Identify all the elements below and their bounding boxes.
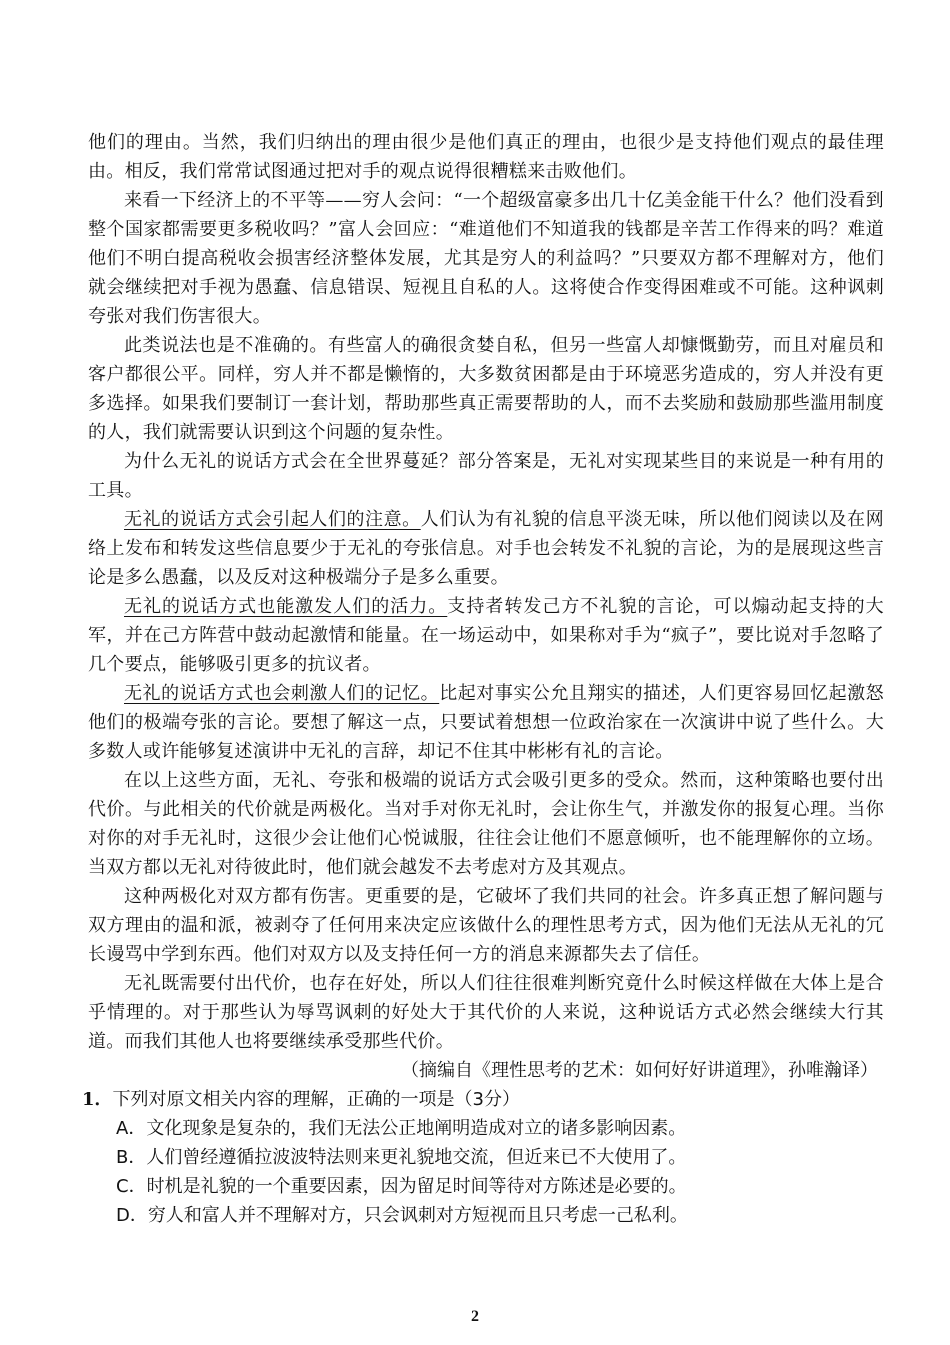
question-stem — [82, 1085, 884, 1114]
question-text: 下列对原文相关内容的理解，正确的一项是（3分） — [112, 1089, 520, 1110]
option-a: A．文化现象是复杂的，我们无法公正地阐明造成对立的诸多影响因素。 — [116, 1118, 687, 1139]
paragraph-7 — [88, 679, 884, 766]
question-number: 1． — [82, 1089, 113, 1110]
paragraph-5 — [88, 505, 884, 592]
option-d: D．穷人和富人并不理解对方，只会讽刺对方短视而且只考虑一己私利。 — [116, 1205, 688, 1226]
paragraph-2: 来看一下经济上的不平等——穷人会问：“一个超级富豪多出几十亿美金能干什么？他们没看到整个国家都需要更多税收吗？”富人会回应：“难道他们不知道我的钱都是辛苦工作得来的吗？难道他们不明白提高税收会损害经济整体发展，尤其是穷人的利益吗？”只要双方都不理解对方，他们就会继续把对手视为愚蠢、信息错误、短视且自私的人。这将使合作变得困难或不可能。这种讽刺夸张对我们伤害很大。 — [88, 190, 884, 327]
underlined-claim-attention: 无礼的说话方式会引起人们的注意。 — [124, 509, 421, 530]
page-number: 2 — [471, 1308, 479, 1325]
source-citation: （摘编自《理性思考的艺术：如何好好讲道理》，孙唯瀚译） — [401, 1060, 878, 1081]
paragraph-8: 在以上这些方面，无礼、夸张和极端的说话方式会吸引更多的受众。然而，这种策略也要付出代价。与此相关的代价就是两极化。当对手对你无礼时，会让你生气，并激发你的报复心理。当你对你的对手无礼时，这很少会让他们心悦诚服，往往会让他们不愿意倾听，也不能理解你的立场。当双方都以无礼对待彼此时，他们就会越发不去考虑对方及其观点。 — [88, 770, 884, 878]
underlined-claim-memory: 无礼的说话方式也会刺激人们的记忆。 — [124, 683, 440, 704]
option-c: C．时机是礼貌的一个重要因素，因为留足时间等待对方陈述是必要的。 — [116, 1176, 687, 1197]
underlined-claim-energy: 无礼的说话方式也能激发人们的活力。 — [124, 596, 448, 617]
paragraph-4: 为什么无礼的说话方式会在全世界蔓延？部分答案是，无礼对实现某些目的来说是一种有用的工具。 — [88, 451, 884, 501]
paragraph-5-text: 人们认为有礼貌的信息平淡无味，所以他们阅读以及在网络上发布和转发这些信息要少于无礼的夸张信息。对手也会转发不礼貌的言论，为的是展现这些言论是多么愚蠢，以及反对这种极端分子是多么重要。 — [88, 509, 884, 588]
paragraph-10: 无礼既需要付出代价，也存在好处，所以人们往往很难判断究竟什么时候这样做在大体上是合乎情理的。对于那些认为辱骂讽刺的好处大于其代价的人来说，这种说话方式必然会继续大行其道。而我们其他人也将要继续承受那些代价。 — [88, 973, 884, 1052]
paragraph-6 — [88, 592, 884, 679]
paragraph-6-text: 支持者转发己方不礼貌的言论，可以煽动起支持的大军，并在己方阵营中鼓动起激情和能量。在一场运动中，如果称对手为“疯子”，要比说对手忽略了几个要点，能够吸引更多的抗议者。 — [88, 596, 884, 675]
paragraph-7-text: 比起对事实公允且翔实的描述，人们更容易回忆起激怒他们的极端夸张的言论。要想了解这一点，只要试着想想一位政治家在一次演讲中说了些什么。大多数人或许能够复述演讲中无礼的言辞，却记不住其中彬彬有礼的言论。 — [88, 683, 884, 762]
option-b: B．人们曾经遵循拉波波特法则来更礼貌地交流，但近来已不大使用了。 — [116, 1147, 687, 1168]
document-body — [82, 128, 884, 1230]
paragraph-3: 此类说法也是不准确的。有些富人的确很贪婪自私，但另一些富人却慷慨勤劳，而且对雇员和客户都很公平。同样，穷人并不都是懒惰的，大多数贫困都是由于环境恶劣造成的，穷人并没有更多选择。如果我们要制订一套计划，帮助那些真正需要帮助的人，而不去奖励和鼓励那些滥用制度的人，我们就需要认识到这个问题的复杂性。 — [88, 335, 884, 443]
paragraph-9: 这种两极化对双方都有伤害。更重要的是，它破坏了我们共同的社会。许多真正想了解问题与双方理由的温和派，被剥夺了任何用来决定应该做什么的理性思考方式，因为他们无法从无礼的冗长谩骂中学到东西。他们对双方以及支持任何一方的消息来源都失去了信任。 — [88, 886, 884, 965]
paragraph-1: 他们的理由。当然，我们归纳出的理由很少是他们真正的理由，也很少是支持他们观点的最佳理由。相反，我们常常试图通过把对手的观点说得很糟糕来击败他们。 — [88, 132, 884, 182]
